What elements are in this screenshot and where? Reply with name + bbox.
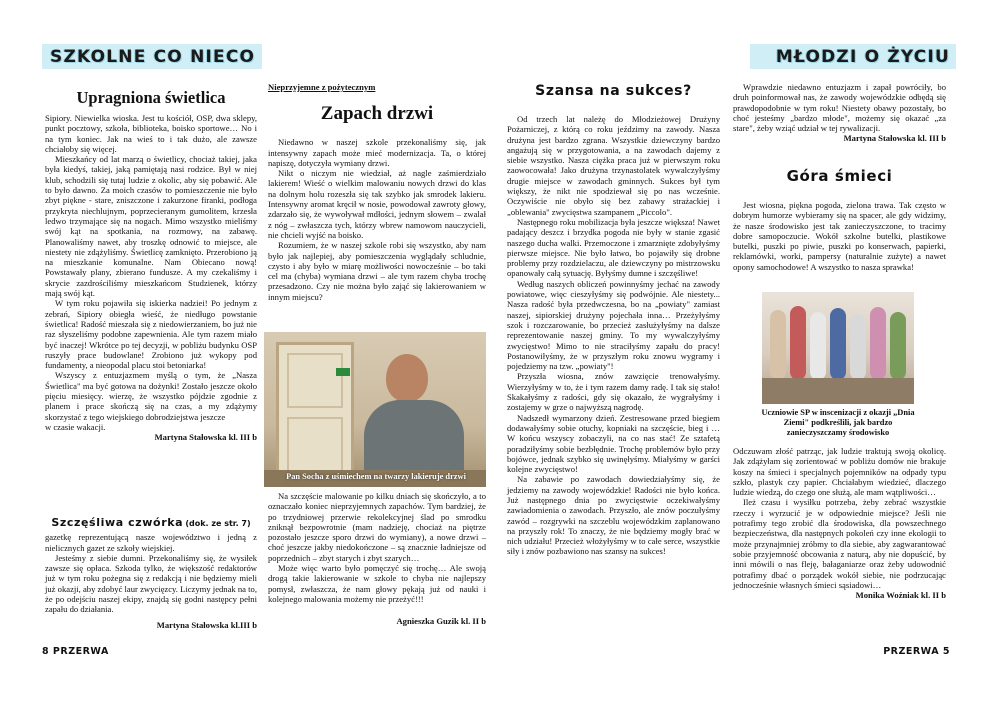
paragraph: Wprawdzie niedawno entuzjazm i zapał powróciły, bo druh poinformował nas, że zawody wojewódzkie odbędą się prawdopodobnie w tym roku! Niestety obawy pozostały, bo choć jesteśmy „bardzo młode", możemy się okazać „za stare", żeby wziąć udział w tej rywalizacji. xyxy=(733,82,946,134)
article-signature: Agnieszka Guzik kl. II b xyxy=(396,616,486,627)
paragraph: Mieszkańcy od lat marzą o świetlicy, chociaż takiej, jaka była kiedyś, takiej, jaką pamiętają nasi rodzice. Był w niej klub, schodzili się tutaj ludzie z okolic, aby się pobawić. Ale to było dawno. Za moich czasów to pomieszczenie nie było zbyt piękne - stare, zniszczone i zakurzone firanki, podłoga przykryta niechlujnym, poprzecieranym gumolitem, krzesła ledwo trzymające się na nogach. Mimo wszystko mieliśmy swój kąt na spotkania, na rozmowy, na zabawę. Planowaliśmy nawet, aby troszkę odnowić to miejsce, ale niestety nie zdążyliśmy. Świetlicę zamknięto. Przerobiono ją na mieszkanie komunalne. Nam Obiecano nową! Powstawały plany, zbierano fundusze. A my czekaliśmy i skrycie zazdrościliśmy mieszkańcom Studzienek, którzy mają swój kąt. xyxy=(45,154,257,299)
photo-earth-day xyxy=(762,292,914,404)
paragraph: Według naszych obliczeń powinnyśmy jechać na zawody powiatowe, więc cieszyłyśmy się podwójnie. Ale niestety... Nasza radość była przedwczesna, bo na „powiaty" zamiast naszej, sipiorskiej drużyny pojechała inna… Przeżyłyśmy szok i rozczarowanie, bo przecież zasłużyłyśmy na dalsze reprezentowanie naszej gminy. To my wywalczyłyśmy zwycięstwo! Mimo to nie straciłyśmy zapału do pracy! Postanowiłyśmy, że w przyszłym roku znowu wygramy i pojedziemy na tzw. „powiaty"! xyxy=(507,278,720,372)
paragraph: Odczuwam złość patrząc, jak ludzie traktują swoją okolicę. Jak zdążyłam się zorientować w pobliżu domów nie brakuje koszy na śmieci i specjalnych pojemników na odpady typu szkło, plastyk czy papier. Chciałabym wiedzieć, dlaczego ludzie wiedzą, do czego one służą, ale mam wątpliwości… xyxy=(733,446,946,498)
paragraph: Następnego roku mobilizacja była jeszcze większa! Nawet padający deszcz i brzydka pogoda nie były w stanie zgasić naszego ducha walki. Przemoczone i zmarznięte zdobyłyśmy pierwsze miejsce. Nie było łatwo, bo pojawiły się drobne problemy przy rozdzielaczu, ale dziewczyny po mistrzowsku opanowały całą sytuację. Byłyśmy dumne i szczęśliwe! xyxy=(507,216,720,279)
section-banner-left-label: SZKOLNE CO NIECO xyxy=(50,46,256,67)
child-figure xyxy=(770,310,786,380)
paragraph: Przyszła wiosna, znów zawzięcie trenowałyśmy. Wierzyłyśmy w to, że i tym razem damy radę. I tak się stało! Skakałyśmy z radości, gdy się okazało, że wygrałyśmy i zostajemy w grze o najwyższą nagrodę. xyxy=(507,371,720,413)
paragraph: Jesteśmy z siebie dumni. Przekonaliśmy się, że wysiłek zawsze się opłaca. Szkoda tylko, że większość redaktorów już w tym roku pożegna się z redakcją i nie będziemy mieli już okazji, aby zdobyć laur zwycięzcy. Liczymy jednak na to, że po odejściu naszej ekipy, znajdą się godni następcy pełni zapału do działania. xyxy=(45,552,257,615)
paragraph: Od trzech lat należę do Młodzieżowej Drużyny Pożarniczej, z którą co roku jeździmy na zawody. Nasza drużyna jest bardzo zgrana. Wszystkie dziewczyny bardzo angażują się w przygotowania, a na zawodach dajemy z siebie wszystko. Nasza ciężka praca już w pierwszym roku zaowocowała! Jako drużyna trzynastolatek wywalczyłyśmy drugie miejsce w zawodach gminnych. Sukces był tym większy, że nikt nie spodziewał się po nas wcześnie. Oczywiście nie obyło się bez zabawy strażackiej i „oblewania" zwycięstwa szampanem „Piccolo". xyxy=(507,114,720,217)
paragraph: Sipiory. Niewielka wioska. Jest tu kościół, OSP, dwa sklepy, punkt pocztowy, szkoła, biblioteka, boisko sportowe… No i na tym koniec. Jak na wieś to i tak dużo, ale zawsze chciałoby się więcej. xyxy=(45,113,257,154)
paragraph: Ileż czasu i wysiłku potrzeba, żeby zebrać wszystkie rzeczy i wyrzucić je w odpowiednie miejsce? Jeśli nie potrafimy tego zrobić dla środowiska, dla powszechnego bezpieczeństwa, dla następnych pokoleń czy inne ekologii to może przynajmniej zróbmy to dla siebie, aby zagwarantować sobie przyjemność obcowania z naturą, aby nie dopuścić, by inni mówili o nas fleję, bałaganiarze oraz żeby udowodnić potrafimy dbać o porządek wokół siebie, nie podrzucając jednocześnie własnych śmieci sąsiadowi… xyxy=(733,497,946,590)
child-figure xyxy=(890,312,906,380)
article-zapach-drzwi xyxy=(268,82,486,302)
child-figure xyxy=(790,306,806,380)
section-banner-left xyxy=(42,44,262,69)
article-gora-smieci-continued xyxy=(733,446,946,600)
paragraph: w czasie wakacji. xyxy=(45,421,106,432)
child-figure xyxy=(830,308,846,380)
section-banner-right-label: MŁODZI O ŻYCIU xyxy=(775,46,950,67)
child-figure xyxy=(850,314,866,380)
paragraph: Na szczęście malowanie po kilku dniach się skończyło, a to oznaczało koniec nieprzyjemnych zapachów. Tym bardziej, że po trzydniowej przerwie rekolekcyjnej ślad po smrodku zniknął bezpowrotnie (mam nadzieję, chociaż na piętrze pozostało jeszcze sporo drzwi do wymiany), a nowe drzwi – choć jeszcze jakby niedokończone – są znacznie ładniejsze od poprzednich – zbyt starych i zbyt szarych… xyxy=(268,491,486,563)
footer-left: 8 PRZERWA xyxy=(42,646,109,657)
paragraph: Na zabawie po zawodach dowiedziałyśmy się, że jedziemy na zawody wojewódzkie! Radości nie było końca. Już następnego dnia po zwycięstwie oczekiwałyśmy zawiadomienia o zawodach. Przyszło, ale znów poczułyśmy zawód – rozgrywki na szczeblu wojewódzkim zaplanowano na przyszły rok! To znaczy, że nie będziemy mogły brać w nich udziału! Przecież włożyłyśmy w to całe serce, wszystkie siły i znów pozbawiono nas szansy na sukces! xyxy=(507,474,720,557)
paragraph: Nikt o niczym nie wiedział, aż nagle zaśmierdziało lakierem! Wieść o wielkim malowaniu nowych drzwi do klas na dolnym holu rozeszła się tak szybko jak smrodek lakieru. Intensywny aromat kręcił w nosie, powodował zawroty głowy, zdarzało się, że wywoływał mdłości, jednym słowem – zwalał z nóg – zwłaszcza tych, którzy wbrew namowom nauczycieli, nie chcieli wyjść na boisko. xyxy=(268,168,486,240)
article-title-note: (dok. ze str. 7) xyxy=(185,519,251,528)
article-title: Upragniona świetlica xyxy=(76,88,226,107)
article-szczesliwa-czworka xyxy=(45,518,257,630)
article-title-line xyxy=(45,518,257,529)
man-head xyxy=(386,354,428,402)
article-upragniona-swietlica xyxy=(45,88,257,443)
section-banner-right xyxy=(750,44,956,69)
photo-caption: Uczniowie SP w inscenizacji z okazji „Dnia Ziemi" podkreślili, jak bardzo zanieczyszczamy środowisko xyxy=(761,408,915,437)
article-signature: Martyna Stałowska kl.III b xyxy=(156,619,257,630)
article-zapach-drzwi-continued xyxy=(268,491,486,627)
article-title: Szczęśliwa czwórka xyxy=(51,516,184,529)
door-panel xyxy=(287,353,343,408)
paragraph: Może więc warto było pomęczyć się trochę… Ale swoją drogą takie lakierowanie w szkole to chyba nie najlepszy pomysł, zwłaszcza, że nam głowy pękają już od nauki i kolejnego malowania możemy nie przeżyć!!! xyxy=(268,563,486,604)
paragraph: gazetkę reprezentującą nasze województwo i jedną z nielicznych gazet ze szkoły wiejskiej. xyxy=(45,532,257,553)
paragraph: Rozumiem, że w naszej szkole robi się wszystko, aby nam było jak najlepiej, aby pomieszczenia wyglądały schludnie, czysto i aby było w miarę możliwości nowocześnie – bo taki cel ma (chyba) wymiana drzwi – ale tym razem chyba trochę przesadzono. Czy nie można było zająć się lakierowaniem w innym miejscu? xyxy=(268,240,486,302)
article-title: Szansa na sukces? xyxy=(535,83,692,99)
door-image xyxy=(276,342,354,482)
child-figure xyxy=(810,312,826,380)
article-signature: Martyna Stałowska kl. III b xyxy=(154,432,257,443)
article-kicker: Nieprzyjemne z pożytecznym xyxy=(268,82,376,92)
photo-caption: Pan Socha z uśmiechem na twarzy lakieruje drzwi xyxy=(286,472,466,481)
green-sign xyxy=(336,368,350,376)
article-gora-smieci xyxy=(733,166,946,272)
paragraph: Niedawno w naszej szkole przekonaliśmy się, jak intensywny zapach może mieć modernizacja. Ta, o której napiszę, dotyczyła wymiany drzwi. xyxy=(268,137,486,168)
article-szansa-na-sukces xyxy=(507,82,720,557)
photo-painting-door xyxy=(264,332,486,487)
footer-right: PRZERWA 5 xyxy=(883,646,950,657)
paragraph: Wszyscy z entuzjazmem myślą o tym, że „Nasza Świetlica" ma być gotowa na dożynki! Zostało jeszcze około pięciu miesięcy. wierzę, że wszystko pójdzie zgodnie z planem i prace skończą się na czas, a my zdążymy skorzystać z tego wiejskiego dobrodziejstwa jeszcze xyxy=(45,370,257,422)
floor-shadow xyxy=(762,378,914,404)
article-szansa-na-sukces-end xyxy=(733,82,946,144)
child-figure xyxy=(870,307,886,380)
paragraph: Jest wiosna, piękna pogoda, zielona trawa. Tak często w dobrym humorze wybieramy się na spacer, ale gdy widzimy, że nasze środowisko jest tak zanieczyszczone, to tracimy dobre samopoczucie. Wokół szkolne butelki, plastikowe butelki, puszki po piwie, puszki po konserwach, papierki, reklamówki, worki, pampersy (naturalnie zużyte) a nawet opony samochodowe! A wszystko to nasza sprawka! xyxy=(733,200,946,272)
door-panel xyxy=(287,417,343,472)
article-title: Zapach drzwi xyxy=(320,103,434,125)
article-signature: Monika Woźniak kl. II b xyxy=(855,590,946,601)
article-title: Góra śmieci xyxy=(786,167,893,185)
paragraph: Nadszedł wymarzony dzień. Zestresowane przed biegiem dodawałyśmy sobie otuchy, kopniaki na szczęście, bieg i … W końcu wszyscy zobaczyli, na co nas stać! Ze sztafetą poradziłyśmy sobie bezbłędnie. Trochę problemów było przy bojówce, jednak szybko się uwinęłyśmy. Miałyśmy w garści kolejne zwycięstwo! xyxy=(507,412,720,475)
paragraph: W tym roku pojawiła się iskierka nadziei! Po jednym z zebrań, Sipiory obiegła wieść, że niedługo powstanie świetlica! Radość mieszała się z niedowierzaniem, bo już nie raz słyszeliśmy podobne zapewnienia. Ale tym razem miało być inaczej! Wkrótce po tej decyzji, w pobliżu budynku OSP ruszyły prace budowlane! Zrobiono już wykopy pod fundamenty, a nieopodal placu stoi betoniarka! xyxy=(45,298,257,371)
article-signature: Martyna Stałowska kl. III b xyxy=(843,133,946,144)
